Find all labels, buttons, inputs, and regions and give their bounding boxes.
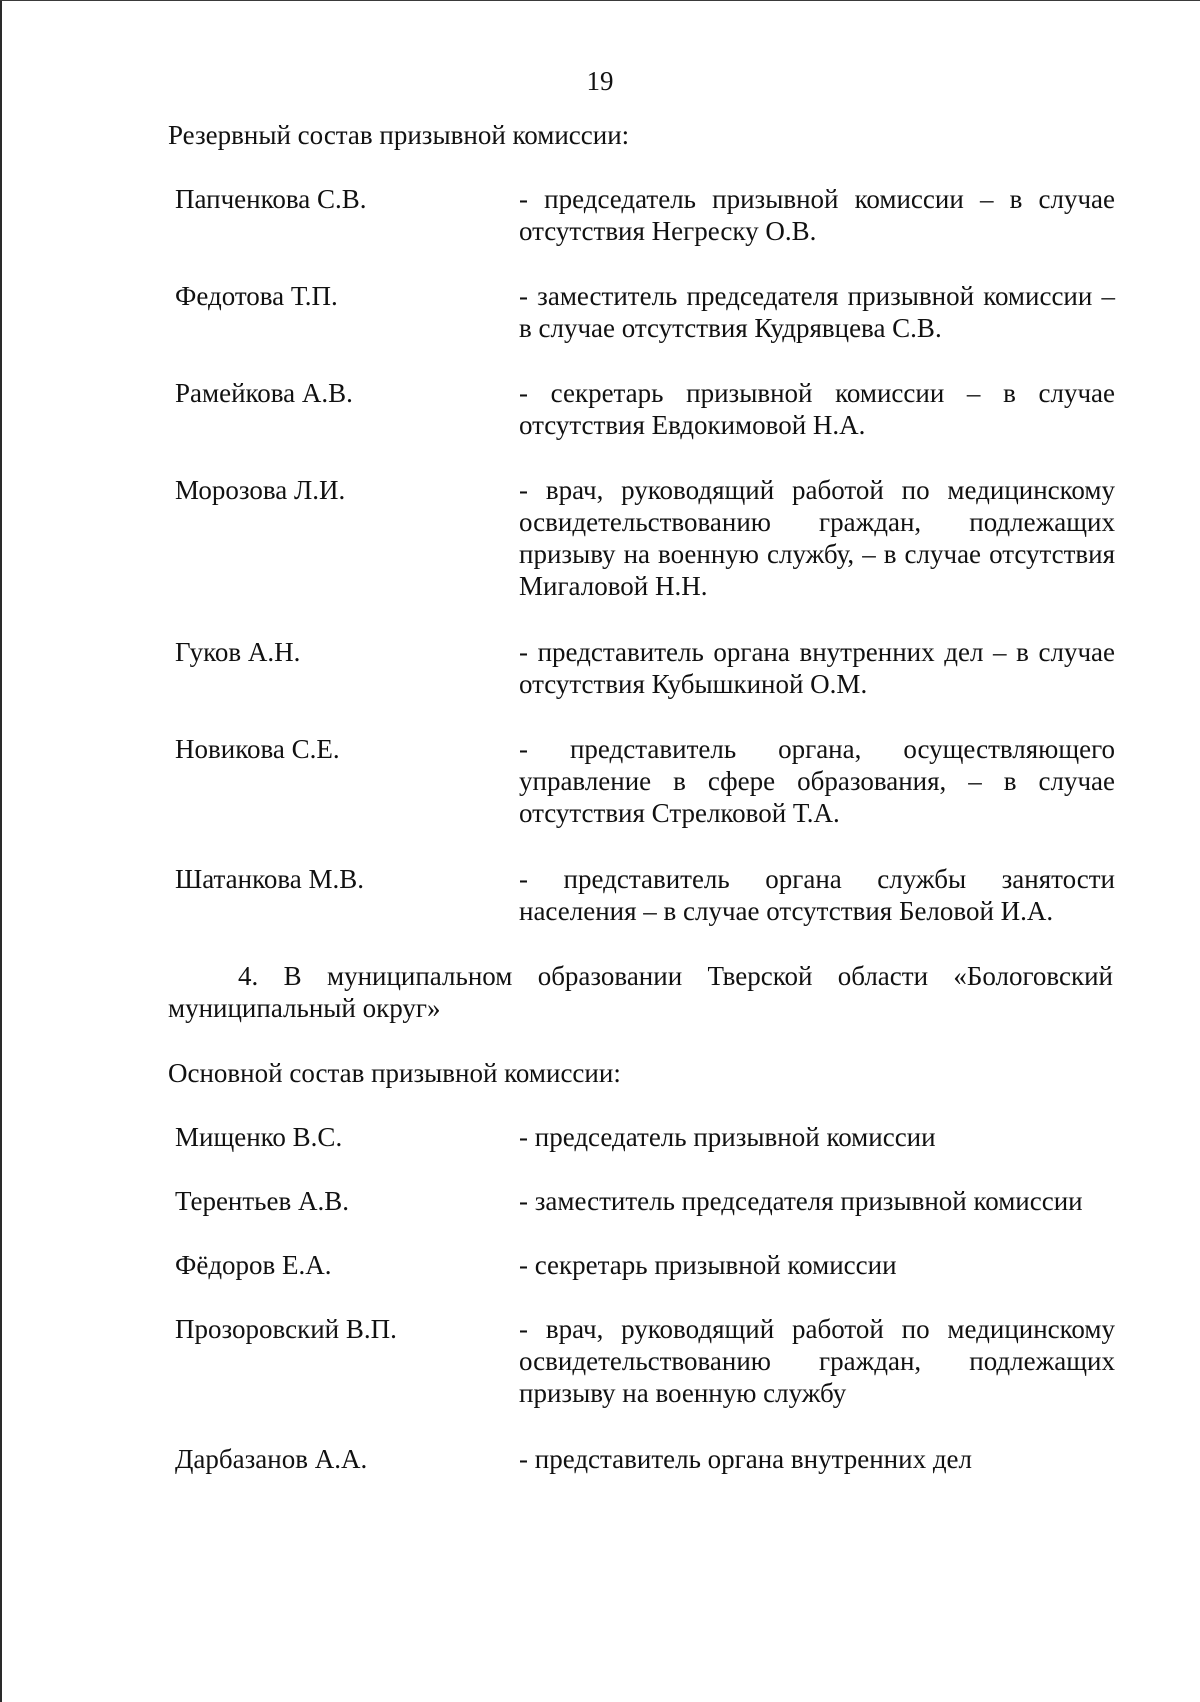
member-name: Дарбазанов А.А. — [175, 1444, 368, 1474]
member-name: Рамейкова А.В. — [175, 378, 353, 408]
member-name: Гуков А.Н. — [175, 637, 301, 667]
member-name: Фёдоров Е.А. — [175, 1250, 332, 1280]
member-role: - председатель призывной комиссии — [519, 1122, 936, 1152]
member-name: Терентьев А.В. — [175, 1186, 349, 1216]
member-name: Шатанкова М.В. — [175, 864, 364, 894]
member-role: - врач, руководящий работой по медицинскому освидетельствованию граждан, подлежащих призыву на военную службу — [519, 1314, 1115, 1408]
member-name: Морозова Л.И. — [175, 475, 346, 505]
scan-edge-top — [0, 0, 1200, 1]
scan-edge-left — [0, 0, 2, 1702]
main-section-heading: Основной состав призывной комиссии: — [168, 1058, 621, 1088]
member-role: - представитель органа внутренних дел – в случае отсутствия Кубышкиной О.М. — [519, 637, 1115, 699]
page-number: 19 — [586, 66, 614, 96]
member-role: - представитель органа внутренних дел — [519, 1444, 973, 1474]
member-role: - секретарь призывной комиссии — [519, 1250, 897, 1280]
member-name: Новикова С.Е. — [175, 734, 340, 764]
member-role: - председатель призывной комиссии – в случае отсутствия Негреску О.В. — [519, 184, 1115, 246]
member-name: Мищенко В.С. — [175, 1122, 343, 1152]
member-role: - секретарь призывной комиссии – в случае отсутствия Евдокимовой Н.А. — [519, 378, 1115, 440]
reserve-section-heading: Резервный состав призывной комиссии: — [168, 120, 630, 150]
member-role: - заместитель председателя призывной комиссии – в случае отсутствия Кудрявцева С.В. — [519, 281, 1115, 343]
member-name: Федотова Т.П. — [175, 281, 338, 311]
member-role: - представитель органа, осуществляющего управление в сфере образования, – в случае отсутствия Стрелковой Т.А. — [519, 734, 1115, 828]
member-name: Папченкова С.В. — [175, 184, 367, 214]
member-name: Прозоровский В.П. — [175, 1314, 397, 1344]
member-role: - заместитель председателя призывной комиссии — [519, 1186, 1083, 1216]
item-4-paragraph: 4. В муниципальном образовании Тверской области «Бологовский муниципальный округ» — [168, 961, 1113, 1023]
member-role: - врач, руководящий работой по медицинскому освидетельствованию граждан, подлежащих призыву на военную службу, – в случае отсутствия Мигаловой Н.Н. — [519, 475, 1115, 601]
member-role: - представитель органа службы занятости населения – в случае отсутствия Беловой И.А. — [519, 864, 1115, 926]
